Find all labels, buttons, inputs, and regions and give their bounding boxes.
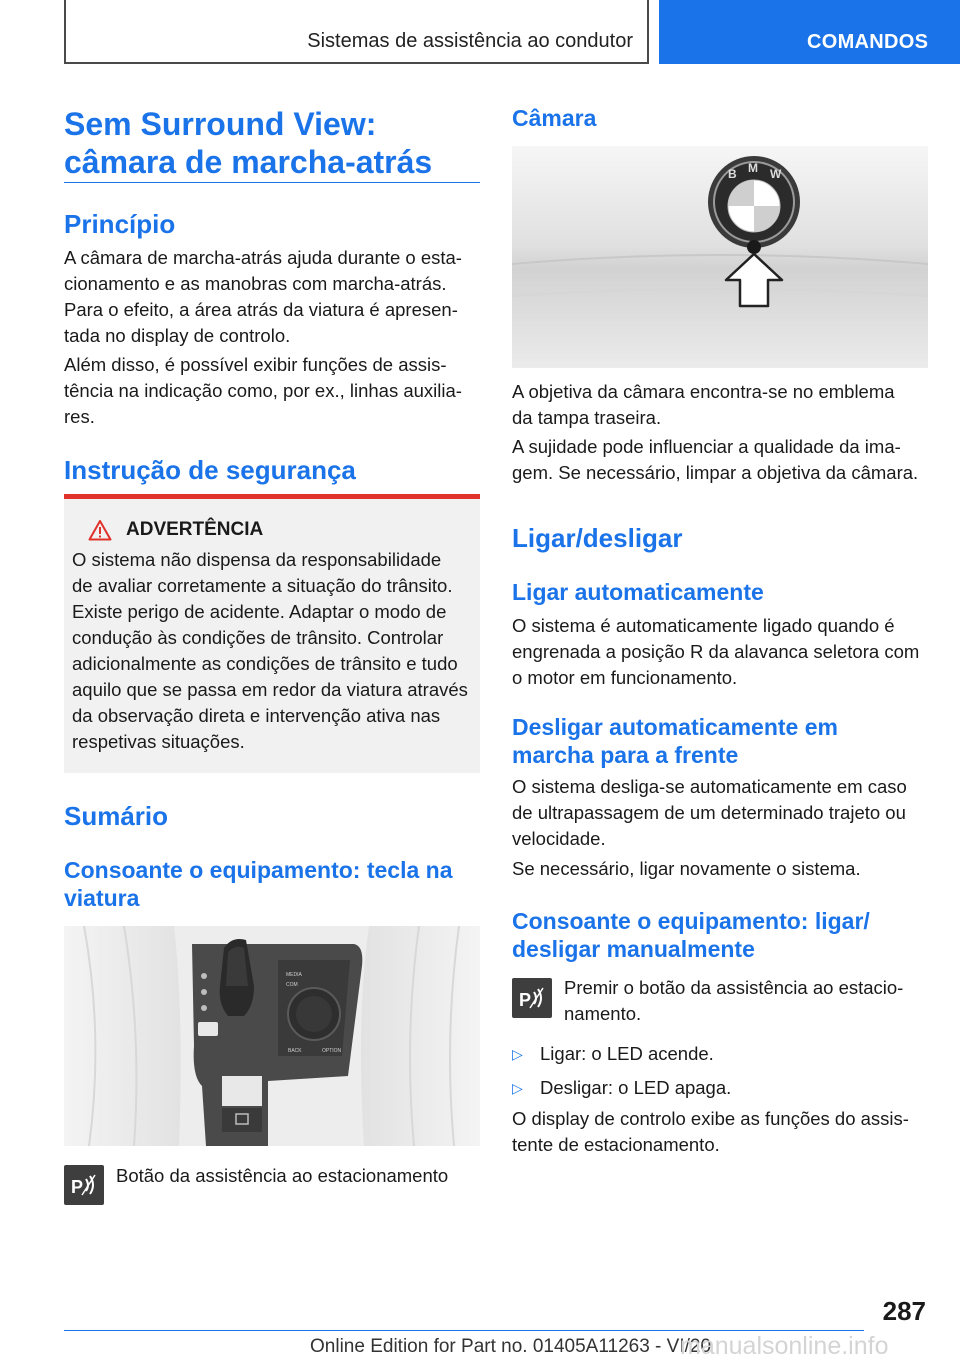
camera-heading: Câmara (512, 105, 597, 131)
summary-heading: Sumário (64, 801, 169, 831)
safety-heading: Instrução de segurança (64, 455, 356, 485)
final-paragraph: O display de controlo exibe as funções do assis‐ tente de estacionamento. (512, 1108, 909, 1155)
bullet-triangle-icon: ▷ (512, 1080, 523, 1096)
warning-title: ADVERTÊNCIA (88, 519, 472, 541)
auto-on-heading: Ligar automaticamente (512, 579, 764, 605)
bullet-list (512, 1041, 942, 1101)
bullet-triangle-icon: ▷ (512, 1046, 523, 1062)
manual-paragraph: Premir o botão da assistência ao estacio‐ namento. (564, 977, 904, 1024)
park-assist-button-icon (64, 1165, 104, 1205)
console-label-com: COM (286, 982, 298, 988)
header-chapter-tab (659, 0, 960, 64)
header-chapter-label: COMANDOS (807, 31, 929, 53)
manual-heading-line-1: Consoante o equipamento: ligar/ (512, 908, 870, 934)
console-label-option: OPTION (322, 1048, 342, 1054)
park-assist-button-icon-2 (512, 978, 552, 1018)
svg-text:P: P (71, 1177, 84, 1197)
principle-paragraph-2: Além disso, é possível exibir funções de assis‐ tência na indicação como, por ex., linhas auxilia‐ res. (64, 354, 462, 427)
principle-heading: Princípio (64, 209, 176, 239)
watermark: manualsonline.info (680, 1332, 889, 1360)
camera-emblem-illustration (512, 146, 928, 368)
auto-on-paragraph: O sistema é automaticamente ligado quando é engrenada a posição R da alavanca seletora com o motor em funcionamento. (512, 615, 920, 688)
header-section-box (64, 0, 649, 64)
emblem-letter-w: W (770, 167, 782, 181)
equip-heading-line-1: Consoante o equipamento: tecla na (64, 857, 453, 883)
footer-rule (64, 1330, 864, 1331)
camera-paragraph-1: A objetiva da câmara encontra-se no emblema da tampa traseira. (512, 381, 895, 428)
emblem-letter-b: B (728, 167, 737, 181)
emblem-letter-m: M (748, 161, 758, 175)
page-number: 287 (882, 1296, 926, 1326)
auto-off-heading-line-1: Desligar automaticamente em (512, 714, 838, 740)
auto-off-paragraph: O sistema desliga-se automaticamente em caso de ultrapassagem de um determinado trajeto ou velocidade. (512, 776, 907, 849)
svg-text:P: P (519, 990, 532, 1010)
list-item: ▷ Desligar: o LED apaga. (512, 1075, 942, 1101)
page-title-line-1: Sem Surround View: (64, 106, 377, 142)
warning-block (64, 494, 480, 773)
auto-off-heading-line-2: marcha para a frente (512, 742, 739, 768)
principle-paragraph-1: A câmara de marcha-atrás ajuda durante o esta‐ cionamento e as manobras com marcha-atrás. Para o efeito, a área atrás da viatura é apresen‐ tada no display de controlo. (64, 247, 462, 346)
header-section-title: Sistemas de assistência ao condutor (307, 30, 633, 52)
onoff-heading: Ligar/desligar (512, 523, 683, 553)
auto-off-note: Se necessário, ligar novamente o sistema. (512, 858, 861, 879)
footer-edition: Online Edition for Part no. 01405A11263 - VI/20 (310, 1336, 712, 1357)
equip-heading-line-2: viatura (64, 885, 140, 911)
page-title-line-2: câmara de marcha-atrás (64, 144, 433, 180)
button-caption: Botão da assistência ao estacionamento (116, 1165, 449, 1186)
console-label-media: MEDIA (286, 972, 302, 978)
title-rule (64, 182, 480, 183)
manual-heading-line-2: desligar manualmente (512, 936, 755, 962)
warning-box: ADVERTÊNCIA O sistema não dispensa da responsabilidade de avaliar corretamente a situação do trânsito. Existe perigo de acidente. Adaptar o modo de condução às condições de trânsito. Controlar adicionalmente as condições de trânsito e tudo aquilo que se passa em redor da viatura através da observação direta e intervenção ativa nas respetivas situações. (64, 499, 480, 773)
console-label-back: BACK (288, 1048, 302, 1054)
center-console-illustration (64, 926, 480, 1146)
warning-triangle-icon (88, 519, 112, 541)
camera-paragraph-2: A sujidade pode influenciar a qualidade da ima‐ gem. Se necessário, limpar a objetiva da câmara. (512, 436, 919, 483)
list-item: ▷ Ligar: o LED acende. (512, 1041, 942, 1067)
